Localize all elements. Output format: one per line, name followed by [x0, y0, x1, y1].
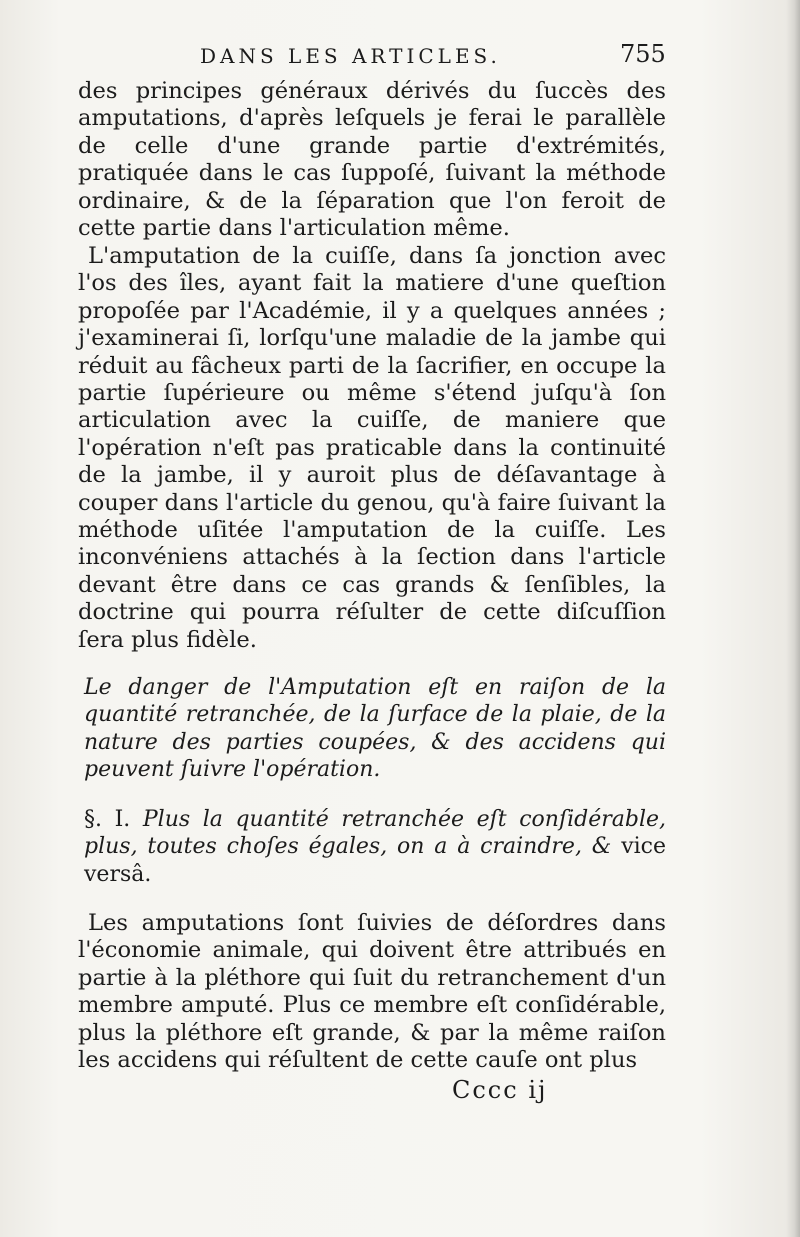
paragraph-3-text: Les amputations ſont ſuivies de déſordres dans l'économie animale, qui doivent être attribués en partie à la pléthore qui ſuit du retranchement d'un membre amputé. Plus ce membre eſt conſidérable, plus la pléthore eſt grande, & par la même raiſon les accidens qui réſultent de cette cauſe ont plus: [78, 910, 666, 1074]
section-heading: Le danger de l'Amputation eſt en raiſon de la quantité retranchée, de la ſurface de la plaie, de la nature des parties coupées, & des accidens qui peuvent ſuivre l'opération.: [84, 675, 666, 783]
rule-text: Plus la quantité retranchée eſt conſidérable, plus, toutes choſes égales, on a à craindre, &: [84, 807, 666, 860]
rule-tail: vice versâ.: [84, 834, 667, 887]
paragraph-2-text: L'amputation de la cuiſſe, dans ſa jonction avec l'os des îles, ayant fait la matiere d'une queſtion propoſée par l'Académie, il y a quelques années ; j'examinerai ſi, lorſqu'une maladie de la jambe qui réduit au fâcheux parti de la ſacrifier, en occupe la partie ſupérieure ou même s'étend juſqu'à ſon articulation avec la cuiſſe, de maniere que l'opération n'eſt pas praticable dans la continuité de la jambe, il y auroit plus de déſavantage à couper dans l'article du genou, qu'à faire ſuivant la méthode uſitée l'amputation de la cuiſſe. Les inconvéniens attachés à la ſection dans l'article devant être dans ce cas grands & ſenſibles, la doctrine qui pourra réſulter de cette diſcuſſion ſera plus fidèle.: [78, 243, 666, 653]
running-head-title: DANS LES ARTICLES.: [200, 44, 501, 68]
section-number: §. I.: [84, 807, 131, 832]
page-number: 755: [620, 40, 666, 68]
running-head: [200, 40, 670, 80]
paragraph-1: des principes généraux dérivés du ſuccès des amputations, d'après leſquels je ferai le parallèle de celle d'une grande partie d'extrémités, pratiquée dans le cas ſuppoſé, ſuivant la méthode ordinaire, & de la ſéparation que l'on feroit de cette partie dans l'articulation même.: [78, 78, 666, 242]
rule-statement: [84, 806, 666, 888]
paragraph-2: [78, 243, 666, 654]
signature-mark: Cccc ij: [452, 1076, 548, 1104]
paragraph-3: [78, 910, 666, 1074]
page-edge-shadow: [786, 0, 800, 1237]
